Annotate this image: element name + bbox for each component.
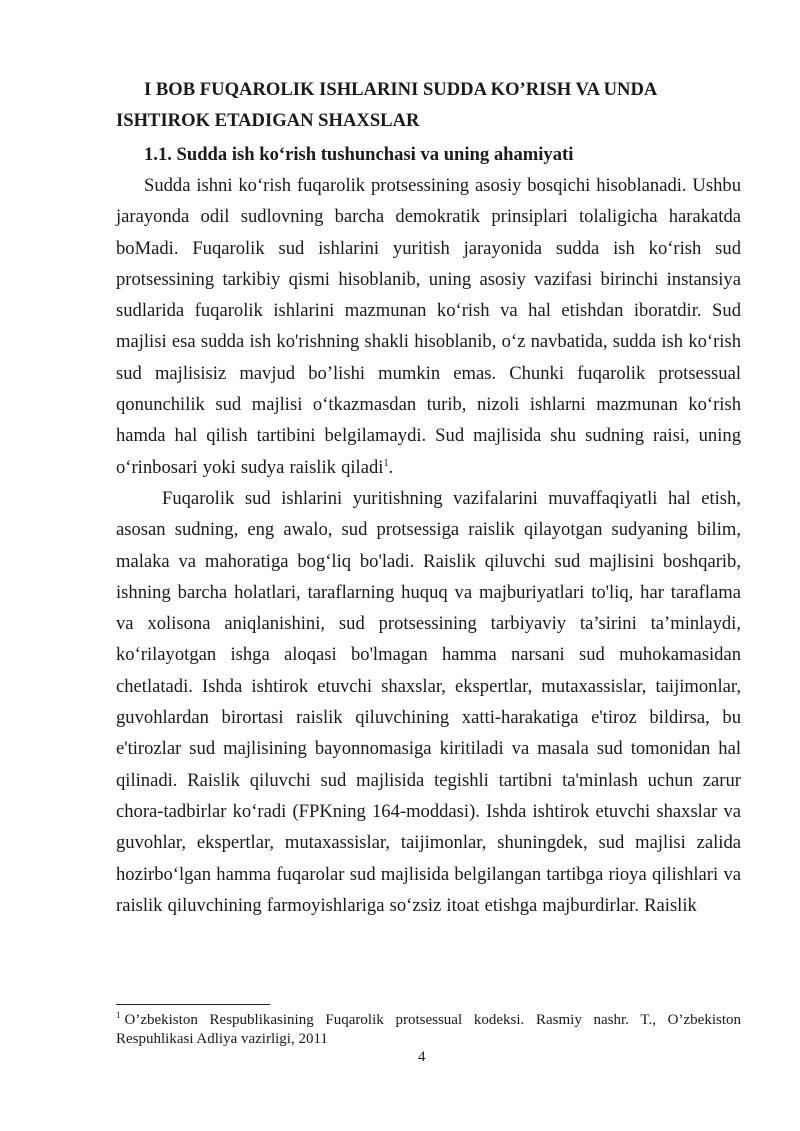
footnote-reference[interactable]: 1: [383, 457, 389, 469]
footnote-mark: 1: [116, 1010, 121, 1020]
chapter-heading: I BOB FUQAROLIK ISHLARINI SUDDA KO’RISH VA UNDA ISHTIROK ETADIGAN SHAXSLAR: [116, 79, 657, 131]
paragraph-1: [116, 170, 741, 483]
section-heading: 1.1. Sudda ish ko‘rish tushunchasi va uning ahamiyati: [144, 144, 574, 165]
paragraph-2-text: Fuqarolik sud ishlarini yuritishning vazifalarini muvaffaqiyatli hal etish, asosan sudning, eng awalo, sud protsessiga raislik qilayotgan sudyaning bilim, malaka va mahoratiga bog‘liq bo'ladi. Raislik qiluvchi sud majlisini boshqarib, ishning barcha holatlari, taraflarning huquq va majburiyatlari to'liq, har taraflama va xolisona aniqlanishini, sud protsessining tarbiyaviy ta’sirini ta’minlaydi, ko‘rilayotgan ishga aloqasi bo'lmagan hamma narsani sud muhokamasidan chetlatadi. Ishda ishtirok etuvchi shaxslar, ekspertlar, mutaxassislar, taijimonlar, guvohlardan birortasi raislik qiluvchining xatti-harakatiga e'tiroz bildirsa, bu e'tirozlar sud majlisining bayonnomasiga kiritiladi va masala sud tomonidan hal qilinadi. Raislik qiluvchi sud majlisida tegishli tartibni ta'minlash uchun zarur chora-tadbirlar ko‘radi (FPKning 164-moddasi). Ishda ishtirok etuvchi shaxslar va guvohlar, ekspertlar, mutaxassislar, taijimonlar, shuningdek, sud majlisi zalida hozirbo‘lgan hamma fuqarolar sud majlisida belgilangan tartibga rioya qilishlari va raislik qiluvchining farmoyishlariga so‘zsiz itoat etishga majburdirlar. Raislik: [116, 487, 741, 916]
footnote-text: O’zbekiston Respublikasining Fuqarolik protsessual kodeksi. Rasmiy nashr. T., O’zbekiston Respuhlikasi Adliya vazirligi, 2011: [116, 1012, 741, 1047]
footnote-separator: [116, 1004, 270, 1005]
body-text: [116, 170, 741, 921]
page-number: 4: [418, 1049, 426, 1065]
paragraph-2: [116, 483, 741, 921]
footnote: [116, 1011, 741, 1049]
paragraph-1-end: .: [388, 456, 394, 478]
paragraph-1-text: Sudda ishni ko‘rish fuqarolik protsessining asosiy bosqichi hisoblanadi. Ushbu jarayonda odil sudlovning barcha demokratik prinsiplari tolaligicha harakatda boMadi. Fuqarolik sud ishlarini yuritish jarayonida sudda ish ko‘rish sud protsessining tarkibiy qismi hisoblanib, uning asosiy vazifasi birinchi instansiya sudlarida fuqarolik ishlarini mazmunan ko‘rish va hal etishdan iboratdir. Sud majlisi esa sudda ish ko'rishning shakli hisoblanib, o‘z navbatida, sudda ish ko‘rish sud majlisisiz mavjud bo’lishi mumkin emas. Chunki fuqarolik protsessual qonunchilik sud majlisi o‘tkazmasdan turib, nizoli ishlarni mazmunan ko‘rish hamda hal qilish tartibini belgilamaydi. Sud majlisida shu sudning raisi, uning o‘rinbosari yoki sudya raislik qiladi: [116, 175, 741, 478]
